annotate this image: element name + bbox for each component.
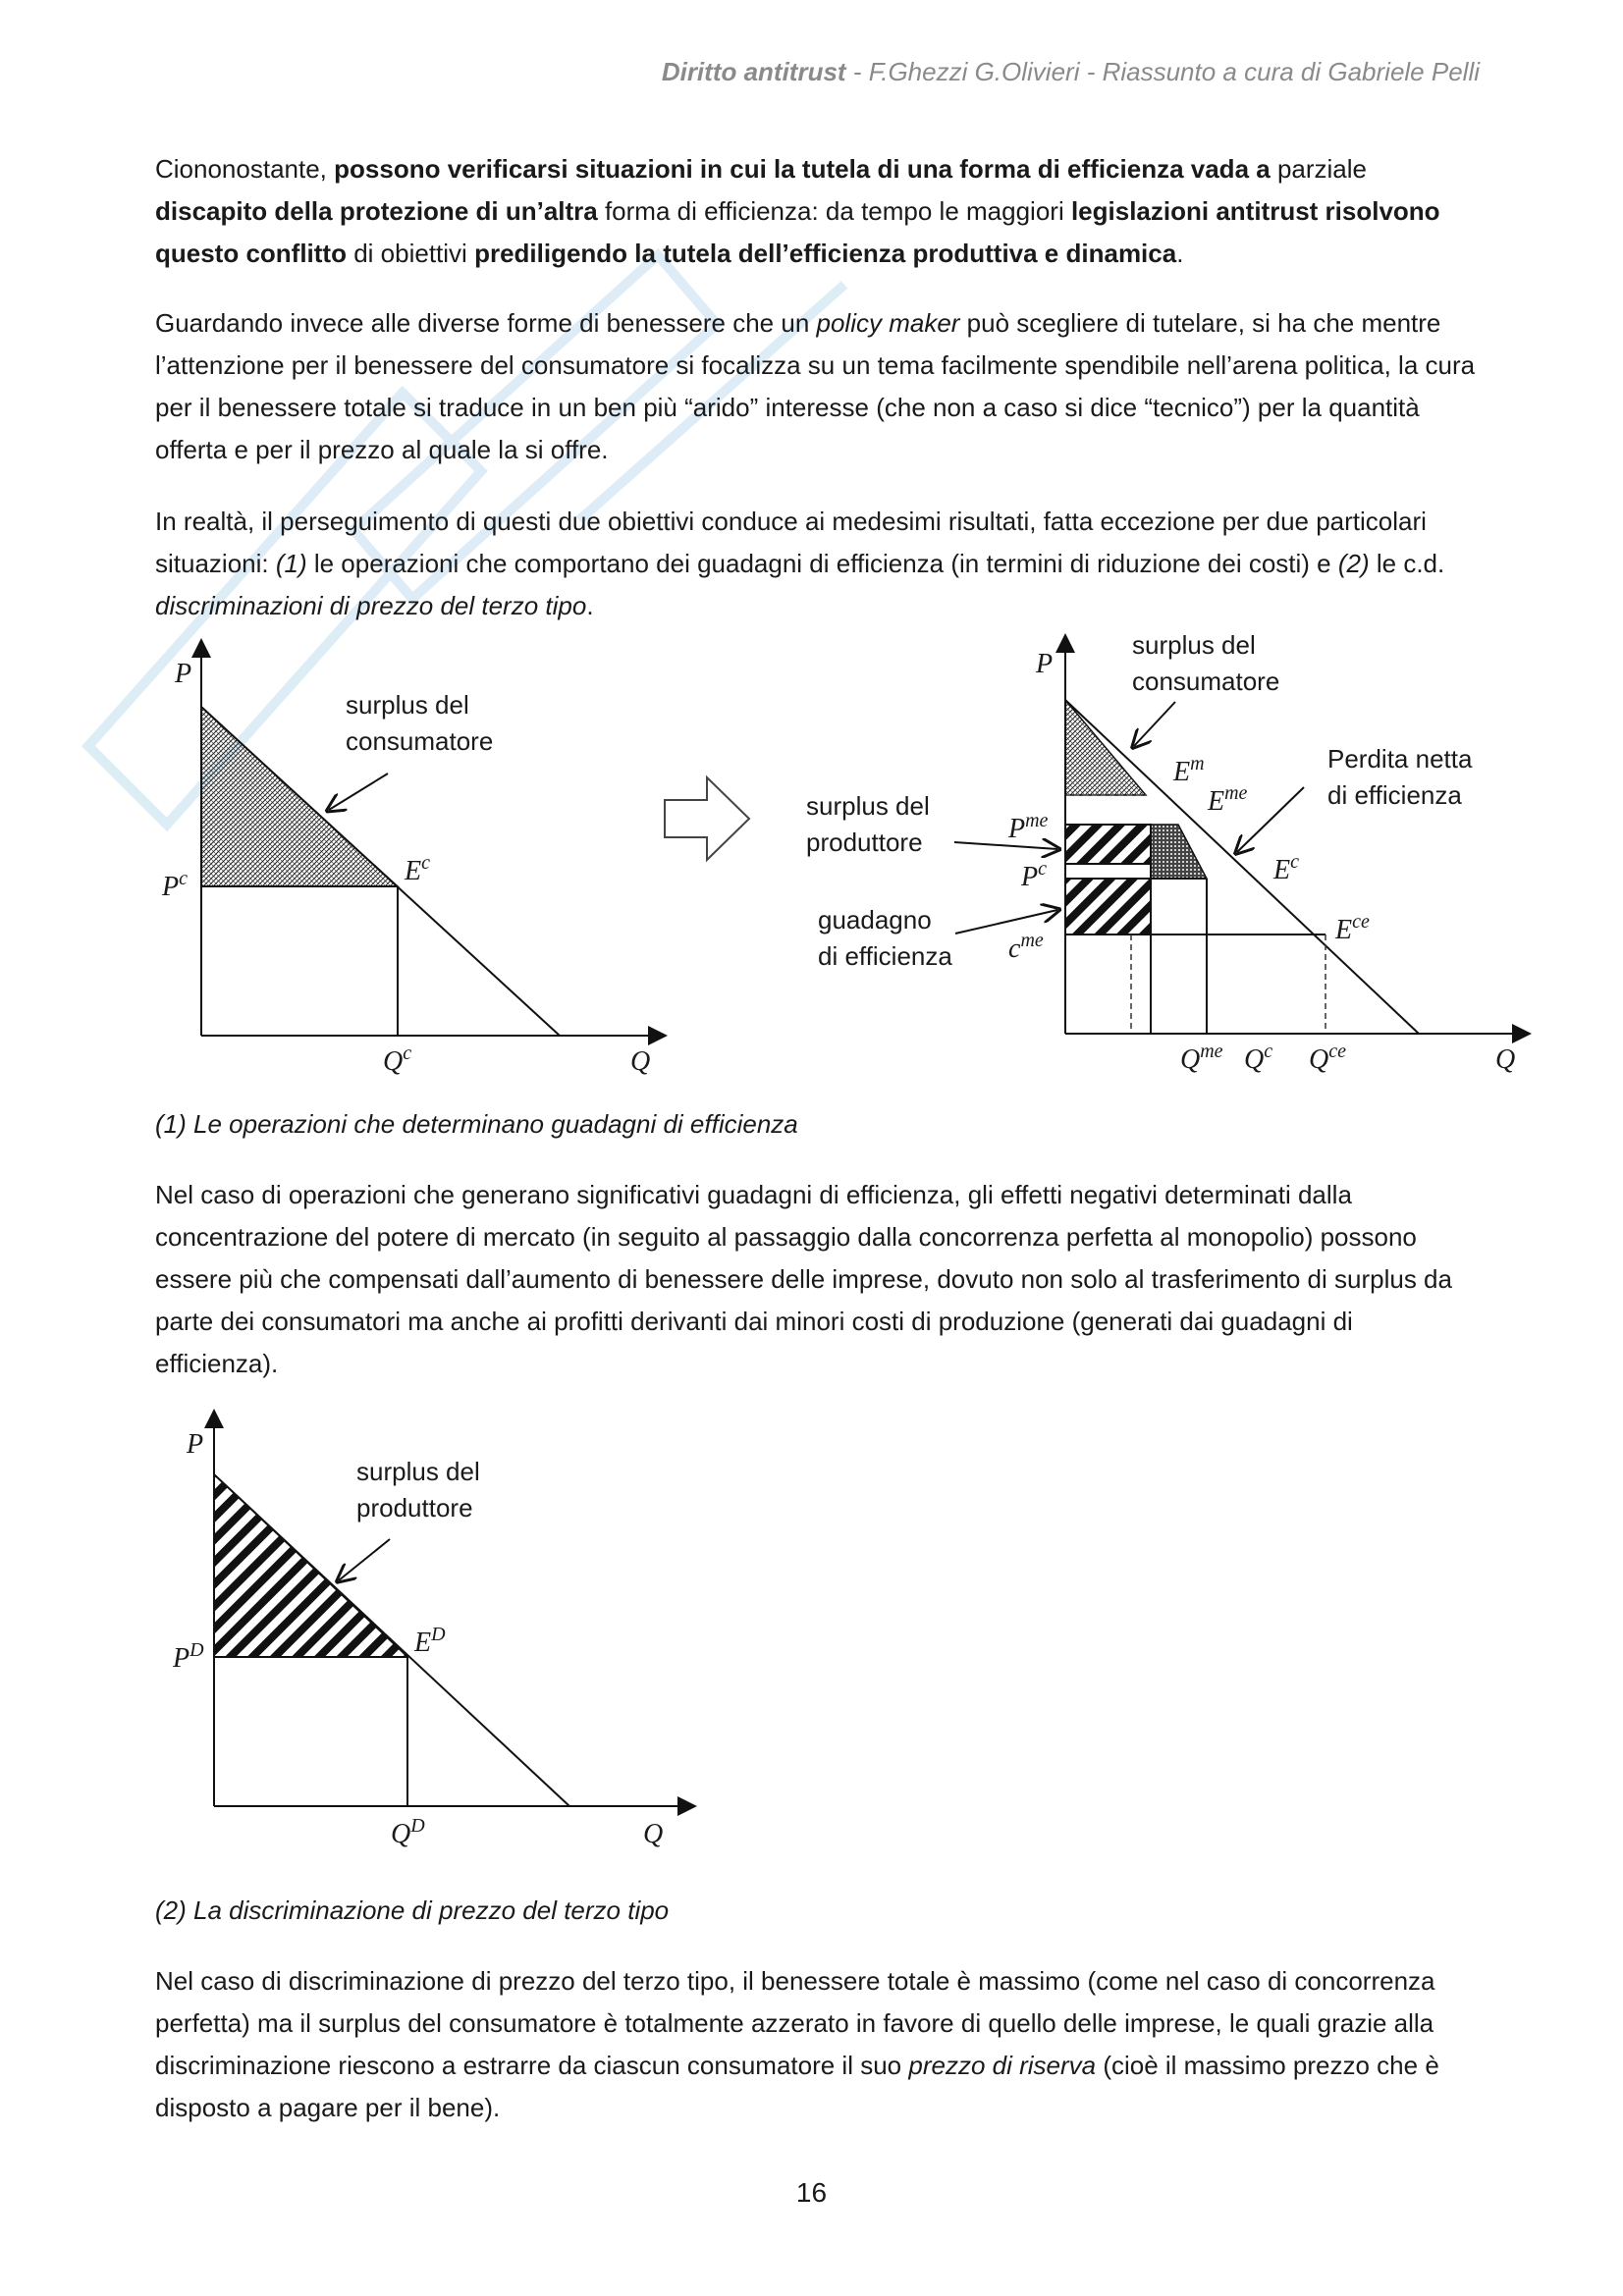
p5-italic-1: prezzo di riserva [908,2051,1097,2080]
efficiency-gain-line1: guadagno [818,905,932,934]
consumer-surplus-line2: consumatore [1132,667,1280,696]
p2-italic-1: policy maker [816,308,960,338]
p-axis-label: P [187,1429,204,1460]
p5-text-1: Nel caso di discriminazione di prezzo del terzo tipo, il benessere totale è massimo (come nel caso di concorrenza perfetta) ma il surplus del consumatore è totalmente azzerato in favore di quello delle imprese, le quali grazie alla discriminazione riescono a estrarre da ciascun consumatore il suo [155,1966,1435,2080]
p1-text-2: parziale [1270,154,1367,184]
caption-2: (2) La discriminazione di prezzo del terzo tipo [155,1896,670,1925]
p1-bold-1: possono verificarsi situazioni in cui la tutela di una forma di efficienza vada a [334,154,1271,184]
pme-label: Pme [1008,810,1049,844]
eme-label: Eme [1208,782,1248,817]
pc-label: Pc [1021,858,1047,892]
p1-text-3: forma di efficienza: da tempo le maggiori [597,196,1071,226]
p2-text-2: può scegliere di tutelare, si ha che mentre l’attenzione per il benessere del consumatore si focalizza su un tema facilmente spendibile nell’arena politica, la cura per il benessere totale si traduce in un ben più “arido” interesse (che non a caso si dice “tecnico”) per la quantità offerta e per il prezzo al quale la si offre. [155,308,1476,464]
header-title: Diritto antitrust [661,57,846,86]
paragraph-4: Nel caso di operazioni che generano significativi guadagni di efficienza, gli effetti negativi determinati dalla concentrazione del potere di mercato (in seguito al passaggio dalla concorrenza perfetta al monopolio) possono essere più che compensati dall’aumento di benessere delle imprese, dovuto non solo al trasferimento di surplus da parte dei consumatori ma anche ai profitti derivanti dai minori costi di produzione (generati dai guadagni di efficienza). [155,1180,1452,1378]
paragraph-2 [155,302,1481,471]
p3-italic-2: (2) [1337,549,1370,578]
p-axis-label: P [175,659,192,689]
quantity-label: QD [391,1815,425,1849]
consumer-surplus-arrow [1134,702,1175,746]
p3-text-1: In realtà, il perseguimento di questi due obiettivi conduce ai medesimi risultati, fatta eccezione per due particolari situazioni: [155,507,1427,578]
producer-surplus-line1: surplus del [806,791,930,821]
p3-text-2: le operazioni che comportano dei guadagni di efficienza (in termini di riduzione dei costi) e [306,549,1338,578]
price-label: Pc [162,868,188,902]
producer-surplus-arrow [954,842,1057,849]
deadweight-loss-area [1151,825,1207,879]
page-number: 16 [795,2177,828,2208]
consumer-surplus-area [1065,700,1146,795]
quantity-label: Qc [383,1042,412,1077]
qce-label: Qce [1309,1041,1346,1075]
p1-text-1: Ciononostante, [155,154,335,184]
p3-italic-1: (1) [275,549,307,578]
caption-1: (1) Le operazioni che determinano guadagni di efficienza [155,1109,798,1139]
p2-text-1: Guardando invece alle diverse forme di benessere che un [155,308,817,338]
diagram-producer-surplus [157,1414,707,1865]
paragraph-3 [155,501,1481,627]
diagram-efficiency-gains [800,628,1527,1090]
surplus-arrow [339,1539,390,1580]
equilibrium-label: Ec [405,852,430,886]
p3-text-4: . [586,591,594,620]
deadweight-label-line2: di efficienza [1327,780,1462,810]
p3-italic-3: discriminazioni di prezzo del terzo tipo [155,591,587,620]
transition-arrow-icon [663,775,751,864]
efficiency-gain-line2: di efficienza [818,941,952,971]
qme-label: Qme [1180,1041,1223,1075]
p5-text-2: (cioè il massimo prezzo che è disposto a pagare per il bene). [155,2051,1439,2122]
p1-bold-4: prediligendo la tutela dell’efficienza produttiva e dinamica [474,239,1177,268]
p1-text-4: di obiettivi [346,239,475,268]
efficiency-gain-area [1065,879,1151,934]
surplus-label-line2: consumatore [346,726,494,756]
p3-text-3: le c.d. [1369,549,1445,578]
price-label: PD [173,1639,204,1674]
consumer-surplus-line1: surplus del [1132,630,1256,660]
running-header: Diritto antitrust - F.Ghezzi G.Olivieri - Riassunto a cura di Gabriele Pelli [661,57,1480,86]
p1-bold-3: legislazioni antitrust risolvono questo conflitto [155,196,1440,268]
cme-label: cme [1008,930,1044,964]
ec-label: Ec [1273,851,1299,885]
paragraph-5 [155,1960,1481,2129]
producer-surplus-line2: produttore [806,828,923,857]
p-axis-label: P [1036,649,1054,679]
surplus-label-line1: surplus del [356,1457,480,1486]
q-axis-label: Q [630,1046,651,1077]
deadweight-label-line1: Perdita netta [1327,744,1473,774]
diagram-consumer-surplus [147,638,668,1090]
ece-label: Ece [1335,911,1370,945]
surplus-label-line2: produttore [356,1493,473,1522]
qc-label: Qc [1244,1041,1273,1075]
surplus-label-line1: surplus del [346,690,469,720]
equilibrium-label: ED [414,1624,446,1658]
q-axis-label: Q [643,1819,664,1849]
em-label: Em [1173,753,1205,787]
p1-bold-2: discapito della protezione di un’altra [155,196,598,226]
surplus-arrow [329,774,388,810]
q-axis-label: Q [1495,1044,1516,1075]
header-authors: F.Ghezzi G.Olivieri - Riassunto a cura di Gabriele Pelli [868,57,1480,86]
producer-surplus-area [1065,825,1151,864]
p1-text-5: . [1176,239,1184,268]
paragraph-1 [155,148,1481,275]
